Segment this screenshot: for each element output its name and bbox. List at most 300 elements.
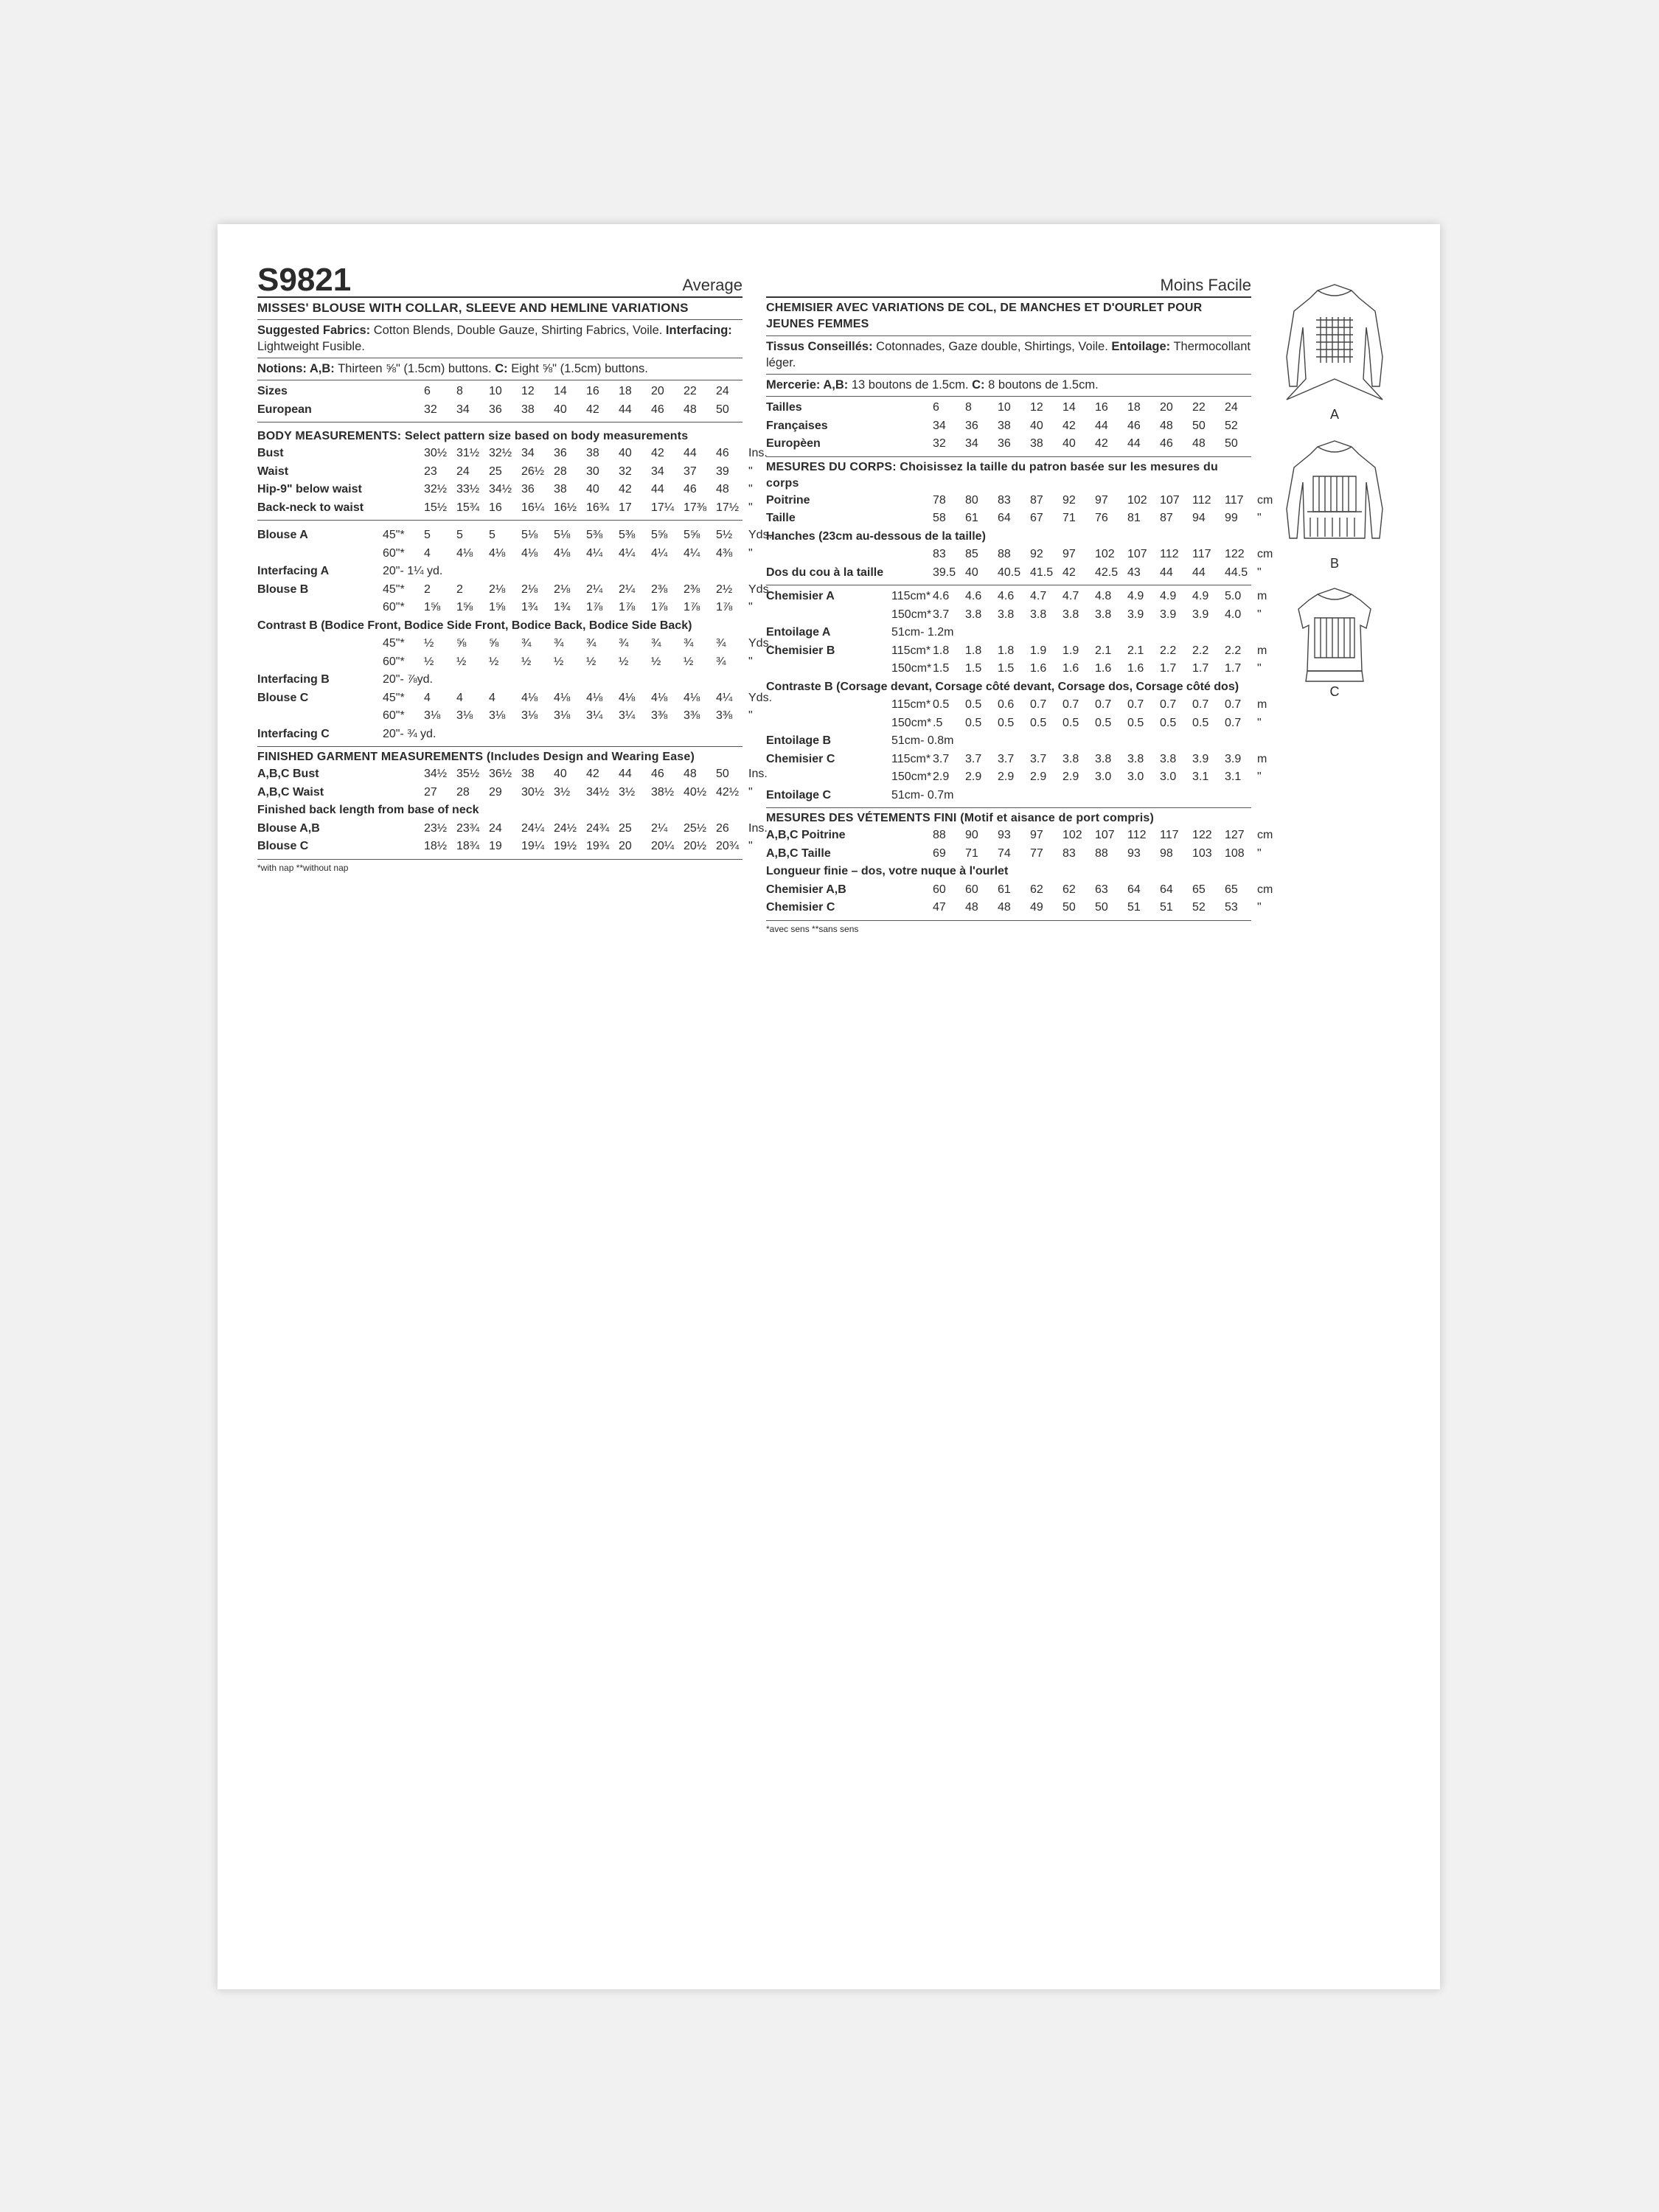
size-value: 1⅞ <box>586 601 603 613</box>
size-value: 112 <box>1127 829 1147 841</box>
size-value: 20¼ <box>651 840 675 852</box>
unit: " <box>1257 512 1262 524</box>
size-value: 1⅞ <box>651 601 668 613</box>
size-value: 65 <box>1192 883 1206 896</box>
size-value: 36 <box>554 447 567 459</box>
yardage-table <box>257 526 775 743</box>
size-value: 3.8 <box>965 608 982 621</box>
size-value: 3.8 <box>1095 752 1112 765</box>
size-value: 38 <box>521 768 535 780</box>
size-value: 112 <box>1192 493 1211 507</box>
unit: m <box>1257 590 1267 602</box>
size-value: 15½ <box>424 501 448 514</box>
size-value: 3.9 <box>1192 752 1209 765</box>
size-value: 44 <box>619 768 632 780</box>
size-value: 4⅛ <box>456 546 473 560</box>
size-value: 2.2 <box>1160 644 1177 657</box>
size-value: 40 <box>619 447 632 459</box>
size-value: 112 <box>1160 548 1179 560</box>
row-label: Blouse B <box>257 582 309 596</box>
size-value: 1.6 <box>1127 662 1144 675</box>
size-value: 48 <box>684 768 697 780</box>
table-row <box>766 528 1284 546</box>
table-row <box>257 726 775 744</box>
size-value: 42.5 <box>1095 566 1119 579</box>
size-value: ¾ <box>684 637 694 650</box>
row-label: European <box>257 403 312 416</box>
finished-measurements-table <box>766 827 1284 917</box>
table-row <box>766 624 1284 642</box>
size-value: 32½ <box>424 483 448 495</box>
size-value: 19½ <box>554 840 577 852</box>
size-value: 62 <box>1030 883 1043 896</box>
body-measurements-section <box>766 457 1273 586</box>
size-value: 17⅜ <box>684 501 707 514</box>
size-value: 117 <box>1160 829 1179 841</box>
size-value: 25 <box>489 465 502 478</box>
size-value: 3⅜ <box>684 709 700 722</box>
table-row <box>766 546 1284 564</box>
size-value: 46 <box>1127 419 1141 432</box>
size-value: 83 <box>998 493 1011 507</box>
size-value: 2¼ <box>651 821 668 835</box>
size-value: 4⅛ <box>489 546 506 560</box>
size-value: 3.0 <box>1095 771 1112 783</box>
size-value: 81 <box>1127 512 1141 524</box>
unit: " <box>1257 716 1262 729</box>
row-label: Entoilage B <box>766 734 832 747</box>
size-value: 94 <box>1192 512 1206 524</box>
row-label: Interfacing C <box>257 727 330 740</box>
size-value: 44 <box>1160 566 1173 579</box>
fabric-width <box>383 820 424 838</box>
size-value: 4¼ <box>586 546 603 560</box>
body-measurements-title: BODY MEASUREMENTS: Select pattern size based on body measurements <box>257 430 689 442</box>
size-value: 87 <box>1160 512 1173 524</box>
size-value: 107 <box>1160 493 1180 507</box>
size-value: 64 <box>1160 883 1173 896</box>
fabric-width: 45"* <box>383 691 405 704</box>
size-value: 25 <box>619 821 632 835</box>
size-value: 3½ <box>554 785 571 799</box>
size-value: 34 <box>521 447 535 459</box>
blouse-back-view-a-drawing <box>1272 276 1397 408</box>
size-value: 108 <box>1225 846 1245 860</box>
size-value: 34 <box>456 403 470 416</box>
size-value: 4.7 <box>1030 590 1047 602</box>
fabric-width: 60"* <box>383 601 405 613</box>
size-value: 44 <box>1095 419 1108 432</box>
size-value: 3.8 <box>1160 752 1177 765</box>
row-label: Blouse A,B <box>257 821 320 835</box>
fabric-width <box>383 765 424 784</box>
size-value: 3.9 <box>1225 752 1242 765</box>
size-value: 122 <box>1225 548 1245 560</box>
row-label: Sizes <box>257 385 288 397</box>
size-value: 3.0 <box>1127 771 1144 783</box>
size-value: 1.9 <box>1030 644 1047 657</box>
fabric-width <box>383 463 424 481</box>
notions-c-text: 8 boutons de 1.5cm. <box>984 378 1099 392</box>
finished-measurements-title: FINISHED GARMENT MEASUREMENTS (Includes Design and Wearing Ease) <box>257 751 695 763</box>
size-value: 43 <box>1127 566 1141 579</box>
size-value: 3.8 <box>1062 608 1079 621</box>
size-value: ½ <box>521 655 532 668</box>
table-row <box>766 606 1284 625</box>
unit: " <box>748 601 753 613</box>
size-value: 10 <box>998 401 1011 414</box>
size-value: 4⅛ <box>586 691 603 704</box>
interfacing-text: Thermocollant léger. <box>766 340 1251 369</box>
size-value: 23¾ <box>456 821 480 835</box>
size-value: 0.7 <box>1095 698 1112 711</box>
difficulty-level: Average <box>682 276 742 294</box>
table-row <box>257 445 775 463</box>
size-value: 47 <box>933 901 946 914</box>
fabric-width: 150cm* <box>891 608 932 621</box>
french-column <box>766 262 1273 934</box>
size-value: 40½ <box>684 785 707 799</box>
size-value: 1¾ <box>521 601 538 613</box>
size-value: 2.2 <box>1192 644 1209 657</box>
size-value: 3.1 <box>1192 771 1209 783</box>
view-b-illustration <box>1272 435 1397 575</box>
size-value: 88 <box>933 829 946 841</box>
size-value: 0.5 <box>998 716 1015 729</box>
size-value: 16 <box>586 385 599 397</box>
unit: Ins. <box>748 768 768 780</box>
size-value: 24½ <box>554 821 577 835</box>
size-value: 14 <box>1062 401 1076 414</box>
unit: Yds. <box>748 529 773 541</box>
row-amount: 51cm- 0.7m <box>891 788 954 801</box>
size-value: 4⅛ <box>619 691 636 704</box>
row-label: Contraste B (Corsage devant, Corsage côté devant, Corsage dos, Corsage côté dos) <box>766 680 1239 693</box>
row-label <box>257 707 383 726</box>
size-value: 93 <box>998 829 1011 841</box>
size-value: 1⅞ <box>684 601 700 613</box>
fabric-width <box>891 564 933 582</box>
size-value: 0.5 <box>965 716 982 729</box>
unit: cm <box>1257 883 1273 896</box>
size-value: 1.9 <box>1062 644 1079 657</box>
size-value: 87 <box>1030 493 1043 507</box>
row-label: Europèen <box>766 437 821 450</box>
size-value: ⅝ <box>456 637 467 650</box>
size-value: 39.5 <box>933 566 956 579</box>
size-value: 0.5 <box>1062 716 1079 729</box>
size-value: 3⅛ <box>489 709 506 722</box>
row-label: Interfacing B <box>257 673 330 686</box>
size-value: 32 <box>424 403 437 416</box>
row-label <box>257 653 383 672</box>
size-value: 42 <box>651 447 664 459</box>
table-row <box>257 784 775 802</box>
size-value: 24 <box>1225 401 1238 414</box>
english-column <box>257 262 773 873</box>
table-row <box>766 751 1284 769</box>
body-measurements-title: MESURES DU CORPS: Choisissez la taille du patron basée sur les mesures du corps <box>766 460 1218 490</box>
row-label: Hip-9" below waist <box>257 483 362 495</box>
size-value: 3⅜ <box>651 709 668 722</box>
size-value: 20 <box>1160 401 1173 414</box>
fabric-width <box>891 546 933 564</box>
body-measurements-table <box>257 445 775 517</box>
fabric-width <box>383 445 424 463</box>
size-value: 48 <box>716 483 729 495</box>
unit: " <box>748 546 753 560</box>
pattern-title-section <box>257 298 742 320</box>
size-value: 48 <box>1192 437 1206 450</box>
difficulty-level: Moins Facile <box>1160 276 1251 294</box>
size-value: 48 <box>998 901 1011 914</box>
size-value: 0.5 <box>1127 716 1144 729</box>
size-value: ¾ <box>586 637 597 650</box>
table-row <box>257 689 775 708</box>
size-value: 98 <box>1160 846 1173 860</box>
size-value: 38 <box>521 403 535 416</box>
unit: cm <box>1257 548 1273 560</box>
size-value: ½ <box>554 655 564 668</box>
size-value: 3⅛ <box>521 709 538 722</box>
row-label: Chemisier A,B <box>766 883 846 896</box>
unit: " <box>1257 566 1262 579</box>
unit: Ins. <box>748 821 768 835</box>
size-value: 0.7 <box>1192 698 1209 711</box>
size-value: 3.8 <box>1030 608 1047 621</box>
size-value: 3.7 <box>998 752 1015 765</box>
size-value: 1⅞ <box>619 601 636 613</box>
unit: " <box>1257 901 1262 914</box>
size-value: 1.8 <box>965 644 982 657</box>
size-value: 2¼ <box>619 582 636 596</box>
interfacing-label: Interfacing: <box>665 324 732 337</box>
size-value: 37 <box>684 465 697 478</box>
fabric-width: 115cm* <box>891 698 931 711</box>
size-value: 50 <box>1225 437 1238 450</box>
size-value: 40 <box>1062 437 1076 450</box>
size-value: 42½ <box>716 785 740 799</box>
table-row <box>766 564 1284 582</box>
table-row <box>766 660 1284 678</box>
size-value: 102 <box>1095 548 1115 560</box>
fabric-width <box>383 481 424 499</box>
size-value: 40 <box>1030 419 1043 432</box>
size-value: 1.7 <box>1225 662 1242 675</box>
size-value: 40 <box>554 768 567 780</box>
size-value: 63 <box>1095 883 1108 896</box>
size-value: 12 <box>1030 401 1043 414</box>
size-value: 0.5 <box>1030 716 1047 729</box>
unit: " <box>1257 608 1262 621</box>
sizes-section <box>766 397 1251 457</box>
size-value: 28 <box>554 465 567 478</box>
size-value: 16¾ <box>586 501 610 514</box>
size-value: 40.5 <box>998 566 1021 579</box>
fabric-width: 45"* <box>383 529 405 541</box>
size-value: 1.6 <box>1095 662 1112 675</box>
size-value: 19¼ <box>521 840 545 852</box>
size-value: 22 <box>684 385 697 397</box>
size-value: 40 <box>554 403 567 416</box>
size-value: 3¼ <box>586 709 603 722</box>
size-value: 4.7 <box>1062 590 1079 602</box>
row-label <box>257 545 383 563</box>
size-value: 42 <box>586 403 599 416</box>
size-value: 23 <box>424 465 437 478</box>
unit: Yds. <box>748 691 773 704</box>
table-row <box>766 509 1284 528</box>
size-value: 30½ <box>424 447 448 459</box>
row-amount: 20"- ¾ yd. <box>383 727 437 740</box>
size-value: 0.5 <box>1160 716 1177 729</box>
sizes-section <box>257 380 742 422</box>
table-row <box>257 820 775 838</box>
row-label: Longueur finie – dos, votre nuque à l'ourlet <box>766 865 1009 877</box>
size-value: ¾ <box>716 655 726 668</box>
size-value: 2⅛ <box>554 582 571 596</box>
table-row <box>766 492 1284 510</box>
table-row <box>257 765 775 784</box>
size-value: 97 <box>1095 493 1108 507</box>
size-value: 4¼ <box>716 691 733 704</box>
size-value: 50 <box>1192 419 1206 432</box>
row-label: Entoilage C <box>766 788 832 801</box>
size-value: 1.6 <box>1030 662 1047 675</box>
unit: m <box>1257 644 1267 657</box>
size-value: 127 <box>1225 829 1245 841</box>
size-value: 4 <box>456 691 463 704</box>
row-label <box>766 660 891 678</box>
sizes-table <box>257 383 775 419</box>
size-value: 48 <box>684 403 697 416</box>
size-value: 19 <box>489 840 502 852</box>
size-value: 20 <box>651 385 664 397</box>
table-row <box>257 838 775 856</box>
view-c-illustration <box>1272 584 1397 702</box>
size-value: 90 <box>965 829 978 841</box>
sizes-table <box>766 399 1284 453</box>
size-value: 0.5 <box>1095 716 1112 729</box>
unit: " <box>748 501 753 514</box>
size-value: 0.7 <box>1062 698 1079 711</box>
row-label <box>766 714 891 733</box>
size-value: 38 <box>554 483 567 495</box>
size-value: 17 <box>619 501 632 514</box>
notions-section <box>766 375 1251 397</box>
size-value: 69 <box>933 846 946 860</box>
size-value: 1⅝ <box>424 601 441 613</box>
size-value: 1.5 <box>965 662 982 675</box>
fabric-width <box>383 401 424 420</box>
notions-section <box>257 358 742 380</box>
row-label: A,B,C Waist <box>257 785 324 799</box>
size-value: 5⅜ <box>586 529 603 541</box>
size-value: 34 <box>965 437 978 450</box>
size-value: 4.6 <box>933 590 950 602</box>
size-value: 40 <box>586 483 599 495</box>
unit: cm <box>1257 493 1273 507</box>
size-value: 92 <box>1062 493 1076 507</box>
size-value: 52 <box>1192 901 1206 914</box>
size-value: ¾ <box>651 637 661 650</box>
row-label: Interfacing A <box>257 565 330 577</box>
notions-c-label: C: <box>972 378 985 392</box>
size-value: 85 <box>965 548 978 560</box>
size-value: 53 <box>1225 901 1238 914</box>
table-row <box>257 526 775 545</box>
size-value: 52 <box>1225 419 1238 432</box>
size-value: 102 <box>1127 493 1147 507</box>
size-value: 1.7 <box>1160 662 1177 675</box>
size-value: 34 <box>651 465 664 478</box>
size-value: ½ <box>651 655 661 668</box>
row-label: Bust <box>257 447 284 459</box>
row-label: Back-neck to waist <box>257 501 364 514</box>
table-row <box>257 401 775 420</box>
size-value: 1.8 <box>933 644 950 657</box>
size-value: 8 <box>965 401 972 414</box>
row-label: Chemisier A <box>766 590 835 602</box>
size-value: 88 <box>998 548 1011 560</box>
size-value: 4⅛ <box>684 691 700 704</box>
footnote: *with nap **without nap <box>257 862 349 873</box>
fabric-width <box>383 838 424 856</box>
size-value: 4⅛ <box>651 691 668 704</box>
table-row <box>766 899 1284 917</box>
size-value: 2.9 <box>998 771 1015 783</box>
row-label <box>766 546 891 564</box>
size-value: 4¼ <box>684 546 700 560</box>
size-value: 3⅛ <box>424 709 441 722</box>
size-value: 50 <box>1062 901 1076 914</box>
size-value: 20½ <box>684 840 707 852</box>
size-value: 5⅛ <box>554 529 571 541</box>
size-value: 3.7 <box>1030 752 1047 765</box>
fabric-width <box>383 784 424 802</box>
size-value: 32½ <box>489 447 512 459</box>
fabrics-text: Cotton Blends, Double Gauze, Shirting Fabrics, Voile. <box>370 324 666 337</box>
pattern-title: MISSES' BLOUSE WITH COLLAR, SLEEVE AND HEMLINE VARIATIONS <box>257 301 689 315</box>
size-value: 34½ <box>489 483 512 495</box>
size-value: 4.9 <box>1192 590 1209 602</box>
size-value: 36½ <box>489 768 512 780</box>
size-value: 2.9 <box>933 771 950 783</box>
size-value: 2⅛ <box>489 582 506 596</box>
size-value: 0.7 <box>1160 698 1177 711</box>
size-value: 1⅝ <box>456 601 473 613</box>
size-value: 4⅛ <box>521 546 538 560</box>
size-value: 50 <box>716 768 729 780</box>
size-value: 2.9 <box>1030 771 1047 783</box>
fabric-width: 45"* <box>383 582 405 596</box>
table-row <box>257 671 775 689</box>
table-row <box>766 678 1284 697</box>
size-value: 60 <box>933 883 946 896</box>
size-value: 38 <box>586 447 599 459</box>
size-value: 0.5 <box>933 698 950 711</box>
size-value: ½ <box>586 655 597 668</box>
size-value: 117 <box>1225 493 1244 507</box>
size-value: 33½ <box>456 483 480 495</box>
table-row <box>766 732 1284 751</box>
size-value: 12 <box>521 385 535 397</box>
table-row <box>766 881 1284 900</box>
size-value: 44 <box>651 483 664 495</box>
table-row <box>766 588 1284 606</box>
row-label: Dos du cou à la taille <box>766 566 884 579</box>
size-value: 50 <box>1095 901 1108 914</box>
